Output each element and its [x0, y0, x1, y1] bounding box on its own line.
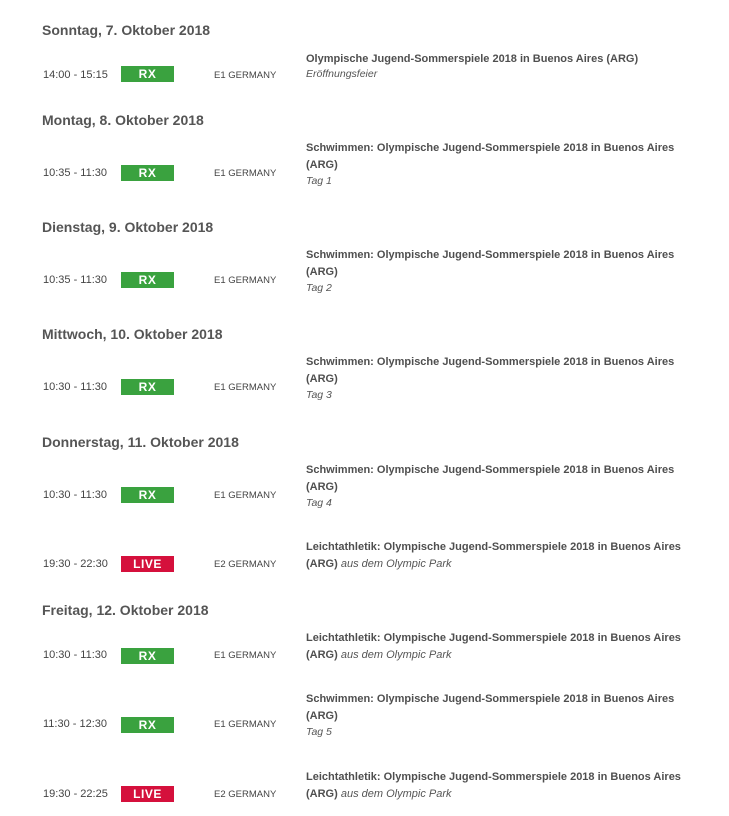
channel-label: E1 GERMANY — [214, 650, 277, 661]
event-time: 19:30 - 22:25 — [43, 788, 108, 800]
event-location: aus dem Olympic Park — [340, 558, 452, 570]
event-title-text[interactable]: Leichtathletik: Olympische Jugend-Sommerspiele 2018 in Buenos Aires (ARG) — [306, 632, 681, 661]
day-heading: Sonntag, 7. Oktober 2018 — [42, 22, 211, 38]
day-heading: Montag, 8. Oktober 2018 — [42, 112, 204, 128]
event-time: 10:30 - 11:30 — [43, 649, 108, 661]
event-subtitle: Tag 1 — [306, 175, 332, 187]
channel-label: E2 GERMANY — [214, 559, 277, 570]
rerun-badge: RX — [121, 272, 174, 288]
event-subtitle: Eröffnungsfeier — [306, 68, 378, 80]
event-title[interactable]: Schwimmen: Olympische Jugend-Sommerspiele 2018 in Buenos Aires (ARG) — [306, 464, 675, 493]
event-title[interactable]: Schwimmen: Olympische Jugend-Sommerspiele 2018 in Buenos Aires (ARG) — [306, 356, 675, 385]
rerun-badge: RX — [121, 648, 174, 664]
rerun-badge: RX — [121, 165, 174, 181]
event-time: 19:30 - 22:30 — [43, 558, 108, 570]
rerun-badge: RX — [121, 66, 174, 82]
channel-label: E1 GERMANY — [214, 382, 277, 393]
channel-label: E1 GERMANY — [214, 719, 277, 730]
event-subtitle: Tag 2 — [306, 282, 332, 294]
event-title-text[interactable]: Leichtathletik: Olympische Jugend-Sommerspiele 2018 in Buenos Aires (ARG) — [306, 541, 681, 570]
event-title[interactable]: Olympische Jugend-Sommerspiele 2018 in Buenos Aires (ARG) — [306, 53, 639, 65]
event-title[interactable] — [306, 630, 706, 664]
event-subtitle: Tag 4 — [306, 497, 332, 509]
event-time: 11:30 - 12:30 — [43, 718, 108, 730]
day-heading: Donnerstag, 11. Oktober 2018 — [42, 434, 239, 450]
event-time: 10:30 - 11:30 — [43, 489, 108, 501]
event-title[interactable] — [306, 539, 706, 573]
event-title[interactable] — [306, 769, 706, 803]
event-time: 10:35 - 11:30 — [43, 167, 108, 179]
event-subtitle: Tag 3 — [306, 389, 332, 401]
day-heading: Freitag, 12. Oktober 2018 — [42, 602, 209, 618]
channel-label: E1 GERMANY — [214, 490, 277, 501]
live-badge: LIVE — [121, 556, 174, 572]
channel-label: E1 GERMANY — [214, 70, 277, 81]
event-time: 10:35 - 11:30 — [43, 274, 108, 286]
day-heading: Dienstag, 9. Oktober 2018 — [42, 219, 214, 235]
event-title-text[interactable]: Leichtathletik: Olympische Jugend-Sommerspiele 2018 in Buenos Aires (ARG) — [306, 771, 681, 800]
event-time: 10:30 - 11:30 — [43, 381, 108, 393]
event-subtitle: Tag 5 — [306, 726, 332, 738]
event-location: aus dem Olympic Park — [340, 788, 452, 800]
rerun-badge: RX — [121, 379, 174, 395]
event-title[interactable]: Schwimmen: Olympische Jugend-Sommerspiele 2018 in Buenos Aires (ARG) — [306, 142, 675, 171]
event-title[interactable]: Schwimmen: Olympische Jugend-Sommerspiele 2018 in Buenos Aires (ARG) — [306, 693, 675, 722]
rerun-badge: RX — [121, 487, 174, 503]
event-title[interactable]: Schwimmen: Olympische Jugend-Sommerspiele 2018 in Buenos Aires (ARG) — [306, 249, 675, 278]
day-heading: Mittwoch, 10. Oktober 2018 — [42, 326, 223, 342]
channel-label: E2 GERMANY — [214, 789, 277, 800]
event-location: aus dem Olympic Park — [340, 649, 452, 661]
rerun-badge: RX — [121, 717, 174, 733]
event-time: 14:00 - 15:15 — [43, 69, 108, 81]
live-badge: LIVE — [121, 786, 174, 802]
channel-label: E1 GERMANY — [214, 168, 277, 179]
channel-label: E1 GERMANY — [214, 275, 277, 286]
